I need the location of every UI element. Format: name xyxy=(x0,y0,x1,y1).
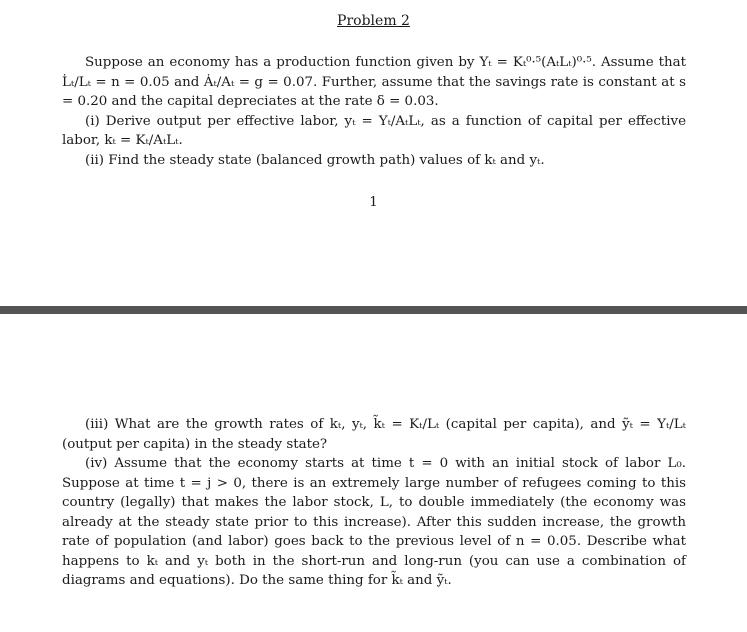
page-1-body xyxy=(62,53,686,170)
page-number: 1 xyxy=(369,195,378,210)
paragraph-part-iv: (iv) Assume that the economy starts at time t = 0 with an initial stock of labor L₀. Suppose at time t = j > 0, there is an extremely large number of refugees coming to this country (legally) that makes the labor stock, L, to double immediately (the economy was already at the steady state prior to this increase). After this sudden increase, the growth rate of population (and labor) goes back to the previous level of n = 0.05. Describe what happens to kₜ and yₜ both in the short-run and long-run (you can use a combination of diagrams and equations). Do the same thing for k̃ₜ and ỹₜ. xyxy=(62,456,686,588)
paragraph-part-ii: (ii) Find the steady state (balanced growth path) values of kₜ and yₜ. xyxy=(85,152,545,168)
page-2 xyxy=(0,314,747,632)
paragraph-part-i: (i) Derive output per effective labor, yₜ = Yₜ/AₜLₜ, as a function of capital per effective labor, kₜ = Kₜ/AₜLₜ. xyxy=(62,113,686,148)
problem-title: Problem 2 xyxy=(337,13,410,29)
page-1 xyxy=(0,0,747,306)
paragraph-setup: Suppose an economy has a production function given by Yₜ = Kₜ⁰·⁵(AₜLₜ)⁰·⁵. Assume that L̇ₜ/Lₜ = n = 0.05 and Ȧₜ/Aₜ = g = 0.07. Further, assume that the savings rate is constant at s = 0.20 and the capital depreciates at the rate δ = 0.03. xyxy=(62,55,686,109)
page-separator xyxy=(0,306,747,314)
paragraph-part-iii: (iii) What are the growth rates of kₜ, yₜ, k̃ₜ = Kₜ/Lₜ (capital per capita), and ỹₜ = Yₜ/Lₜ (output per capita) in the steady state? xyxy=(62,417,686,452)
page-2-body xyxy=(62,415,686,591)
